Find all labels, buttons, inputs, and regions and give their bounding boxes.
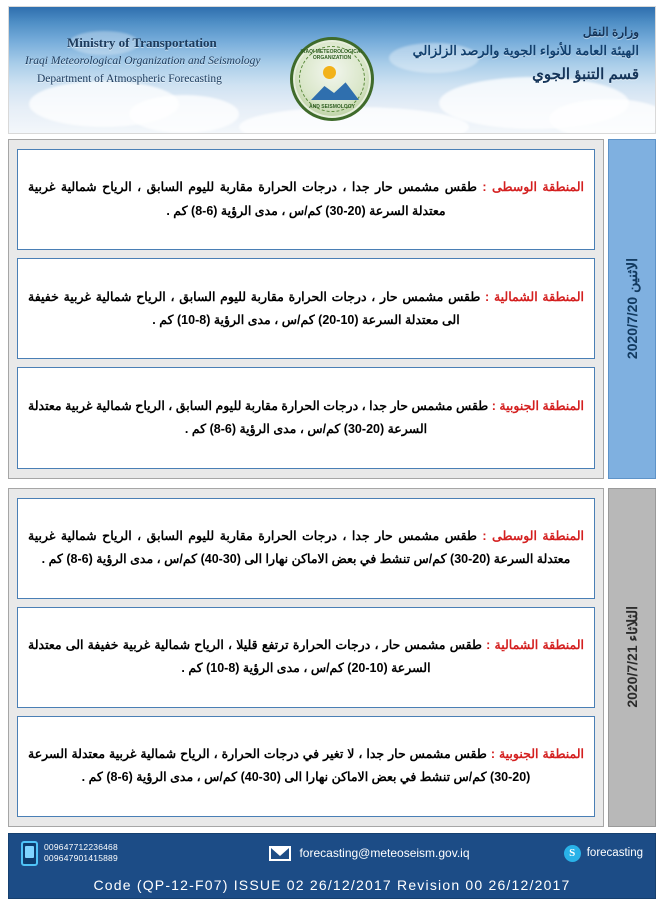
cloud-decoration [549,99,656,134]
skype-handle[interactable]: forecasting [586,847,643,859]
day-group-tuesday [8,488,604,828]
footer-skype-block[interactable] [503,845,643,862]
sun-icon [323,66,336,79]
day-label-column [608,139,656,827]
forecast-card-central-monday [17,149,595,250]
day-label-monday [608,139,656,479]
phone-numbers [44,842,118,865]
forecast-card-central-tuesday [17,498,595,599]
logo-top-text: IRAQI METEOROLOGICAL ORGANIZATION [300,49,364,61]
phone-icon [21,841,38,866]
footer-contact-row [9,834,655,872]
forecast-text-northern-tuesday: طقس مشمس حار ، درجات الحرارة ترتفع قليلا ، الرياح شمالية غربية خفيفة الى معتدلة السرعة (10-20) كم/س ، مدى الرؤية (8-10) كم . [28,638,487,676]
document-code-line: Code (QP-12-F07) ISSUE 02 26/12/2017 Revision 00 26/12/2017 [93,877,571,893]
phone-number-1: 009647712236468 [44,841,118,852]
document-footer [8,833,656,899]
day-group-monday [8,139,604,479]
forecast-text-southern-monday: طقس مشمس حار جدا ، درجات الحرارة مقاربة لليوم السابق ، الرياح شمالية غربية معتدلة السرعة (20-30) كم/س ، مدى الرؤية (6-8) كم . [28,398,492,436]
forecast-blocks-column [8,139,604,827]
day-label-tuesday-text: الثلاثاء 2020/7/21 [623,606,640,709]
forecast-card-northern-tuesday [17,607,595,708]
email-address[interactable]: forecasting@meteoseism.gov.iq [299,846,470,860]
region-name-central: المنطقة الوسطى : [482,528,584,543]
department-title-ar: قسم التنبؤ الجوي [532,65,639,83]
organization-logo [290,37,374,121]
organization-title-ar: الهيئة العامة للأنواء الجوية والرصد الزلزالي [412,43,639,58]
header-arabic-titles [413,23,639,86]
phone-number-2: 009647901415889 [44,853,118,863]
footer-email-block[interactable] [246,846,493,861]
organization-title-en: Iraqi Meteorological Organization and Seismology [25,55,261,68]
department-title-en: Department of Atmospheric Forecasting [37,72,222,85]
cloud-decoration [129,95,239,133]
day-label-monday-text: الاثنين 2020/7/20 [623,258,640,360]
forecast-card-northern-monday [17,258,595,359]
skype-icon: S [564,845,581,862]
region-name-northern: المنطقة الشمالية : [486,638,585,653]
forecast-body [8,139,656,827]
forecast-card-southern-monday [17,367,595,468]
mail-icon [269,846,291,861]
forecast-card-southern-tuesday [17,716,595,817]
region-name-central: المنطقة الوسطى : [482,180,584,195]
region-name-southern: المنطقة الجنوبية : [490,747,585,762]
forecast-text-southern-tuesday: طقس مشمس حار جدا ، لا تغير في درجات الحرارة ، الرياح شمالية غربية معتدلة السرعة (20-30) كم/س تنشط في بعض الاماكن نهارا الى (30-40) كم/س ، مدى الرؤية (6-8) كم . [28,747,531,785]
region-name-northern: المنطقة الشمالية : [485,289,584,304]
header-english-titles [25,33,261,89]
forecast-text-central-tuesday: طقس مشمس حار جدا ، درجات الحرارة مقاربة لليوم السابق ، الرياح شمالية غربية معتدلة السرعة (20-30) كم/س تنشط في بعض الاماكن نهارا الى (30-40) كم/س ، مدى الرؤية (6-8) كم . [28,528,571,567]
region-name-southern: المنطقة الجنوبية : [491,398,585,413]
forecast-text-northern-monday: طقس مشمس حار ، درجات الحرارة مقاربة لليوم السابق ، الرياح شمالية غربية خفيفة الى معتدلة السرعة (10-20) كم/س ، مدى الرؤية (8-10) كم . [28,289,486,327]
footer-phone-block [21,841,236,866]
forecast-text-central-monday: طقس مشمس حار جدا ، درجات الحرارة مقاربة لليوم السابق ، الرياح شمالية غربية معتدلة السرعة (20-30) كم/س ، مدى الرؤية (6-8) كم . [28,180,483,218]
ministry-title-en: Ministry of Transportation [67,35,217,50]
ministry-title-ar: وزارة النقل [582,25,639,39]
day-label-tuesday [608,488,656,828]
document-header [8,6,656,134]
logo-bottom-text: AND SEISMOLOGY [309,104,355,110]
